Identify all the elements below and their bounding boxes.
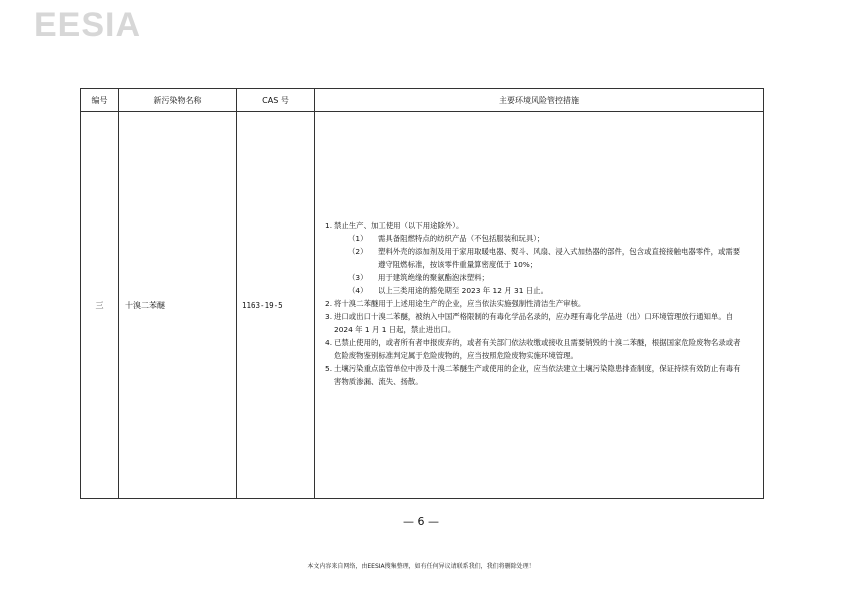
row-number: 三 — [81, 112, 119, 499]
measure-number: 2. — [325, 298, 333, 308]
table-header-row — [81, 89, 764, 112]
measure-text: 禁止生产、加工使用（以下用途除外）。 — [334, 220, 464, 230]
sub-measure-item — [334, 232, 745, 245]
header-measures: 主要环境风险管控措施 — [315, 89, 764, 112]
sub-measure-text: 需具备阻燃特点的纺织产品（不包括服装和玩具）； — [378, 233, 545, 243]
header-number: 编号 — [81, 89, 119, 112]
sub-measure-number: （3） — [348, 272, 368, 282]
measure-item — [325, 310, 745, 336]
sub-measure-number: （2） — [348, 246, 368, 256]
measure-item — [325, 362, 745, 388]
cas-number: 1163-19-5 — [237, 112, 315, 499]
measures-cell — [315, 112, 764, 499]
measure-text: 土壤污染重点监管单位中涉及十溴二苯醚生产或使用的企业，应当依法建立土壤污染隐患排查制度，保证持续有效防止有毒有害物质渗漏、流失、扬散。 — [334, 363, 741, 386]
sub-measure-number: （1） — [348, 233, 368, 243]
measure-item — [325, 297, 745, 310]
measure-text: 进口或出口十溴二苯醚，被纳入中国严格限制的有毒化学品名录的，应办理有毒化学品进（出）口环境管理放行通知单。自 2024 年 1 月 1 日起，禁止进出口。 — [334, 311, 734, 334]
header-name: 新污染物名称 — [119, 89, 237, 112]
measure-number: 5. — [325, 363, 333, 373]
pollutant-table — [80, 88, 764, 499]
sub-measure-item — [334, 271, 745, 284]
measure-text: 将十溴二苯醚用于上述用途生产的企业，应当依法实施强制性清洁生产审核。 — [334, 298, 586, 308]
measure-item — [325, 219, 745, 297]
measure-number: 4. — [325, 337, 333, 347]
eesia-logo: EESIA — [34, 6, 142, 44]
sub-measure-text: 用于建筑绝缘的聚氨酯泡沫塑料； — [378, 272, 489, 282]
sub-measure-item — [334, 284, 745, 297]
sub-measure-text: 塑料外壳的添加剂及用于家用取暖电器、熨斗、风扇、浸入式加热器的部件，包含或直接接触电器零件，或需要遵守阻燃标准，按该零件重量算密度低于 10%； — [378, 246, 741, 269]
measures-list — [315, 209, 763, 402]
page-number: — 6 — — [403, 515, 439, 528]
table-row — [81, 112, 764, 499]
sub-measure-number: （4） — [348, 285, 368, 295]
pollutant-name: 十溴二苯醚 — [119, 112, 237, 499]
sub-measure-item — [334, 245, 745, 271]
measure-number: 3. — [325, 311, 333, 321]
measure-item — [325, 336, 745, 362]
sub-measure-text: 以上三类用途的豁免期至 2023 年 12 月 31 日止。 — [378, 285, 548, 295]
measure-text: 已禁止使用的，或者所有者申报废弃的，或者有关部门依法收缴或接收且需要销毁的十溴二苯醚，根据国家危险废物名录或者危险废物鉴别标准判定属于危险废物的，应当按照危险废物实施环境管理。 — [334, 337, 741, 360]
sub-measures-list — [334, 232, 745, 297]
footer-disclaimer: 本文内容来自网络，由EESIA搜集整理，如有任何异议请联系我们，我们将删除处理！ — [307, 563, 535, 570]
measure-number: 1. — [325, 220, 333, 230]
header-cas: CAS 号 — [237, 89, 315, 112]
